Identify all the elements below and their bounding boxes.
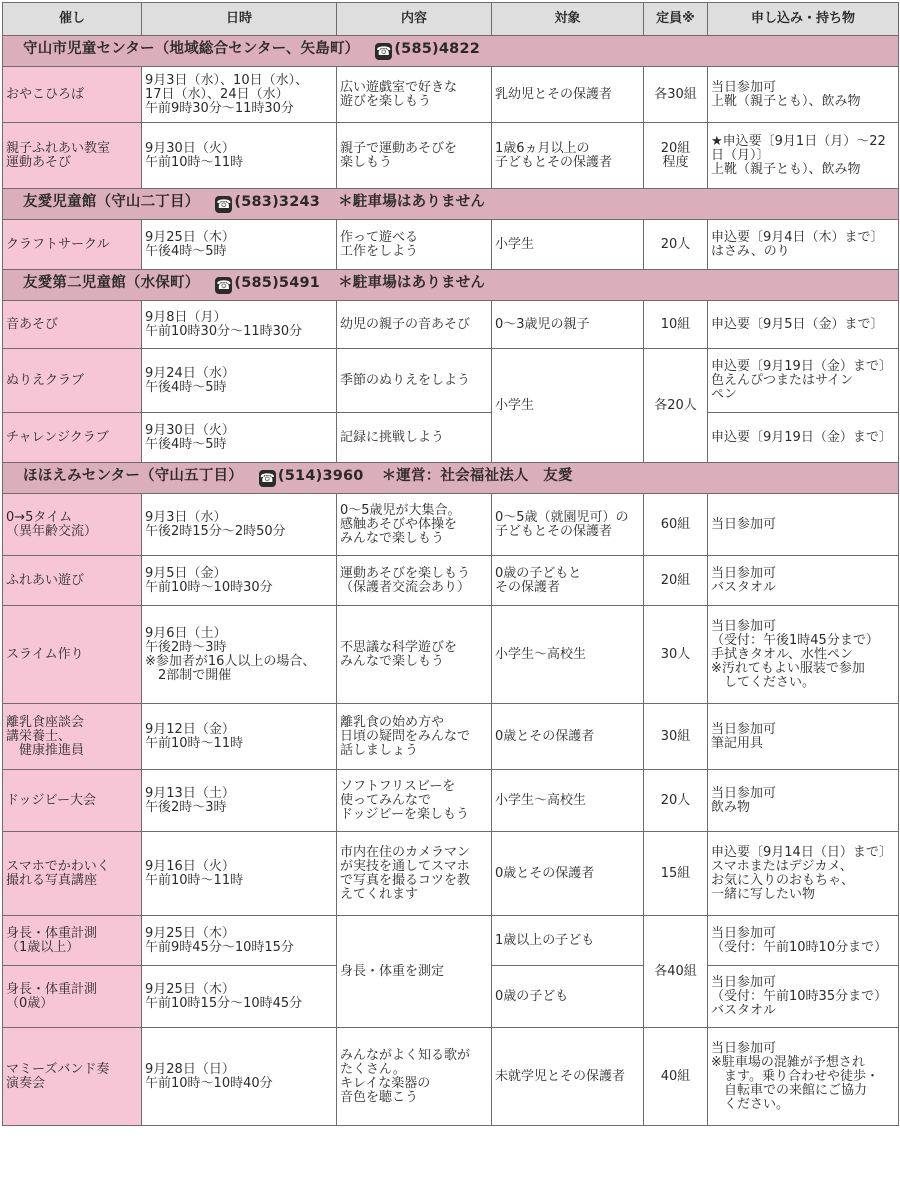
- event-name: ドッジビー大会: [3, 770, 142, 832]
- table-row: [3, 413, 899, 463]
- section-name: ほほえみセンター（守山五丁目）: [23, 468, 243, 484]
- event-content: 市内在住のカメラマン が実技を通してスマホ で写真を撮るコツを教 えてくれます: [337, 832, 492, 916]
- event-apply: ★申込要〔9月1日（月）～22 日（月）〕 上靴（親子とも）、飲み物: [708, 123, 899, 189]
- event-name: マミーズバンド奏 演奏会: [3, 1028, 142, 1126]
- event-apply: 当日参加可 飲み物: [708, 770, 899, 832]
- table-row: [3, 770, 899, 832]
- event-datetime: 9月5日（金） 午前10時～10時30分: [142, 556, 337, 606]
- event-apply: 申込要〔9月4日（木）まで〕 はさみ、のり: [708, 220, 899, 270]
- table-row: [3, 301, 899, 349]
- section-name: 守山市児童センター（地域総合センター、矢島町）: [23, 41, 360, 57]
- event-name: おやこひろば: [3, 67, 142, 123]
- section-note: ＊駐車場はありません: [338, 275, 486, 291]
- event-apply: 当日参加可: [708, 494, 899, 556]
- event-apply: 当日参加可 上靴（親子とも）、飲み物: [708, 67, 899, 123]
- event-target: 0歳の子ども: [492, 966, 644, 1028]
- event-name: 離乳食座談会 講栄養士、 健康推進員: [3, 704, 142, 770]
- event-content: 季節のぬりえをしよう: [337, 349, 492, 413]
- event-capacity: 40組: [644, 1028, 708, 1126]
- event-content: 運動あそびを楽しもう （保護者交流会あり）: [337, 556, 492, 606]
- event-name: 身長・体重計測 （0歳）: [3, 966, 142, 1028]
- section-tel: (585)4822: [394, 41, 481, 57]
- event-capacity: 10組: [644, 301, 708, 349]
- event-content: 0～5歳児が大集合。 感触あそびや体操を みんなで楽しもう: [337, 494, 492, 556]
- table-header-row: [3, 3, 899, 36]
- event-target: 0～5歳（就園児可）の 子どもとその保護者: [492, 494, 644, 556]
- section-header: [3, 189, 899, 220]
- event-datetime: 9月24日（水） 午後4時～5時: [142, 349, 337, 413]
- event-capacity: 20組: [644, 556, 708, 606]
- event-content: 離乳食の始め方や 日頃の疑問をみんなで 話しましょう: [337, 704, 492, 770]
- event-datetime: 9月25日（木） 午前10時15分～10時45分: [142, 966, 337, 1028]
- section-name: 友愛児童館（守山二丁目）: [23, 194, 200, 210]
- event-target: 0歳の子どもと その保護者: [492, 556, 644, 606]
- event-schedule-table: [2, 2, 899, 1126]
- table-row: [3, 123, 899, 189]
- event-target: 未就学児とその保護者: [492, 1028, 644, 1126]
- event-capacity: 60組: [644, 494, 708, 556]
- event-capacity: 20組 程度: [644, 123, 708, 189]
- event-apply: 当日参加可 バスタオル: [708, 556, 899, 606]
- header-content: 内容: [337, 3, 492, 36]
- table-row: [3, 67, 899, 123]
- section-note: ＊運営：社会福祉法人 友愛: [381, 468, 573, 484]
- event-datetime: 9月12日（金） 午前10時～11時: [142, 704, 337, 770]
- table-row: [3, 494, 899, 556]
- event-content: ソフトフリスビーを 使ってみんなで ドッジビーを楽しもう: [337, 770, 492, 832]
- event-apply: 当日参加可 （受付：午前10時35分まで） バスタオル: [708, 966, 899, 1028]
- event-datetime: 9月30日（火） 午前10時～11時: [142, 123, 337, 189]
- event-capacity: 各20人: [644, 349, 708, 463]
- section-tel: (514)3960: [277, 468, 364, 484]
- event-content: みんながよく知る歌が たくさん。 キレイな楽器の 音色を聴こう: [337, 1028, 492, 1126]
- table-row: [3, 916, 899, 966]
- table-row: [3, 606, 899, 704]
- event-datetime: 9月13日（土） 午後2時～3時: [142, 770, 337, 832]
- event-content: 作って遊べる 工作をしよう: [337, 220, 492, 270]
- event-target: 小学生: [492, 220, 644, 270]
- event-capacity: 20人: [644, 770, 708, 832]
- event-capacity: 30人: [644, 606, 708, 704]
- event-capacity: 各40組: [644, 916, 708, 1028]
- event-name: スマホでかわいく 撮れる写真講座: [3, 832, 142, 916]
- event-content: 身長・体重を測定: [337, 916, 492, 1028]
- header-target: 対象: [492, 3, 644, 36]
- event-name: 身長・体重計測 （1歳以上）: [3, 916, 142, 966]
- event-target: 乳幼児とその保護者: [492, 67, 644, 123]
- event-content: 不思議な科学遊びを みんなで楽しもう: [337, 606, 492, 704]
- header-capacity: 定員※: [644, 3, 708, 36]
- phone-icon: ☎: [376, 44, 392, 58]
- event-target: 小学生～高校生: [492, 606, 644, 704]
- event-name: 音あそび: [3, 301, 142, 349]
- event-datetime: 9月30日（火） 午後4時～5時: [142, 413, 337, 463]
- event-apply: 当日参加可 （受付：午後1時45分まで） 手拭きタオル、水性ペン ※汚れてもよい服装で参加 してください。: [708, 606, 899, 704]
- event-content: 幼児の親子の音あそび: [337, 301, 492, 349]
- phone-icon: ☎: [216, 197, 232, 211]
- event-target: 小学生～高校生: [492, 770, 644, 832]
- event-datetime: 9月3日（水） 午後2時15分～2時50分: [142, 494, 337, 556]
- event-datetime: 9月3日（水）、10日（水）、 17日（水）、24日（水） 午前9時30分～11時30分: [142, 67, 337, 123]
- event-capacity: 15組: [644, 832, 708, 916]
- phone-icon: ☎: [259, 471, 275, 485]
- event-datetime: 9月16日（火） 午前10時～11時: [142, 832, 337, 916]
- section-tel: (585)5491: [234, 275, 321, 291]
- event-name: 親子ふれあい教室 運動あそび: [3, 123, 142, 189]
- header-datetime: 日時: [142, 3, 337, 36]
- event-target: 0歳とその保護者: [492, 832, 644, 916]
- table-row: [3, 349, 899, 413]
- event-apply: 当日参加可 （受付：午前10時10分まで）: [708, 916, 899, 966]
- event-content: 記録に挑戦しよう: [337, 413, 492, 463]
- header-event: 催し: [3, 3, 142, 36]
- phone-icon: ☎: [216, 278, 232, 292]
- event-apply: 当日参加可 筆記用具: [708, 704, 899, 770]
- event-apply: 申込要〔9月5日（金）まで〕: [708, 301, 899, 349]
- table-row: [3, 832, 899, 916]
- section-header: [3, 36, 899, 67]
- table-row: [3, 1028, 899, 1126]
- section-tel: (583)3243: [234, 194, 321, 210]
- section-name: 友愛第二児童館（水保町）: [23, 275, 200, 291]
- event-content: 広い遊戯室で好きな 遊びを楽しもう: [337, 67, 492, 123]
- event-datetime: 9月28日（日） 午前10時～10時40分: [142, 1028, 337, 1126]
- event-apply: 当日参加可 ※駐車場の混雑が予想され ます。乗り合わせや徒歩・ 自転車での来館にご協力 ください。: [708, 1028, 899, 1126]
- event-capacity: 20人: [644, 220, 708, 270]
- event-capacity: 各30組: [644, 67, 708, 123]
- event-target: 0歳とその保護者: [492, 704, 644, 770]
- event-datetime: 9月8日（月） 午前10時30分～11時30分: [142, 301, 337, 349]
- event-name: スライム作り: [3, 606, 142, 704]
- event-datetime: 9月25日（木） 午後4時～5時: [142, 220, 337, 270]
- event-content: 親子で運動あそびを 楽しもう: [337, 123, 492, 189]
- event-capacity: 30組: [644, 704, 708, 770]
- event-datetime: 9月6日（土） 午後2時～3時 ※参加者が16人以上の場合、 2部制で開催: [142, 606, 337, 704]
- event-apply: 申込要〔9月19日（金）まで〕: [708, 413, 899, 463]
- header-apply: 申し込み・持ち物: [708, 3, 899, 36]
- event-target: 小学生: [492, 349, 644, 463]
- table-row: [3, 704, 899, 770]
- event-datetime: 9月25日（木） 午前9時45分～10時15分: [142, 916, 337, 966]
- event-name: クラフトサークル: [3, 220, 142, 270]
- event-name: ぬりえクラブ: [3, 349, 142, 413]
- section-header: [3, 270, 899, 301]
- table-row: [3, 556, 899, 606]
- event-apply: 申込要〔9月19日（金）まで〕 色えんぴつまたはサイン ペン: [708, 349, 899, 413]
- schedule-page: [2, 2, 898, 1126]
- event-name: 0→5タイム （異年齢交流）: [3, 494, 142, 556]
- event-target: 1歳6ヵ月以上の 子どもとその保護者: [492, 123, 644, 189]
- section-note: ＊駐車場はありません: [338, 194, 486, 210]
- event-apply: 申込要〔9月14日（日）まで〕 スマホまたはデジカメ、 お気に入りのおもちゃ、 一緒に写したい物: [708, 832, 899, 916]
- event-target: 0～3歳児の親子: [492, 301, 644, 349]
- table-row: [3, 220, 899, 270]
- event-target: 1歳以上の子ども: [492, 916, 644, 966]
- event-name: チャレンジクラブ: [3, 413, 142, 463]
- section-header: [3, 463, 899, 494]
- event-name: ふれあい遊び: [3, 556, 142, 606]
